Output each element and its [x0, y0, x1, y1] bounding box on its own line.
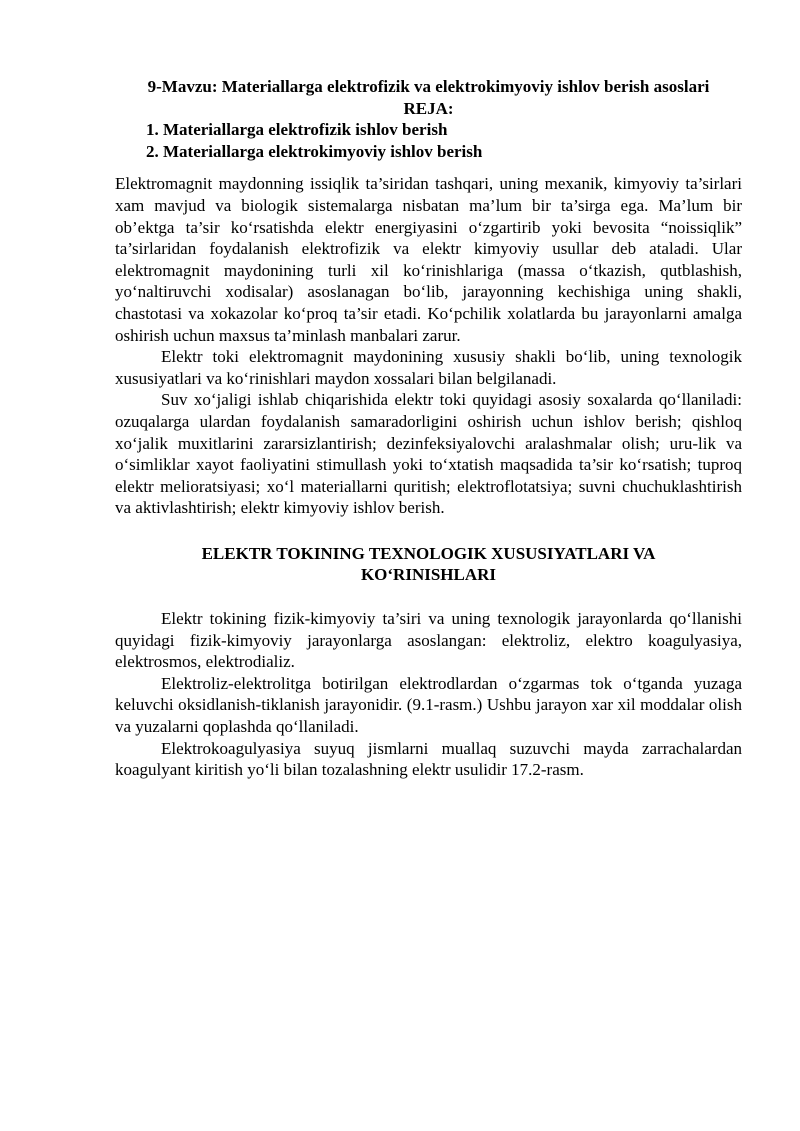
intro-paragraph: Suv xo‘jaligi ishlab chiqarishida elektr toki quyidagi asosiy soxalarda qo‘llaniladi: ozuqalarga ulardan foydalanish samaradorligini oshirish uchun ishlov berish; qishloq xo‘jalik muxitlarini zararsizlantirish; dezinfeksiyalovchi aralashmalar olish; uru-lik va o‘simliklar xayot faoliyatini stimullash yoki to‘xtatish maqsadida ta’sir ko‘rsatish; tuproq elektr melioratsiyasi; xo‘l materiallarni quritish; elektroflotatsiya; suvni chuchuklashtirish va aktivlashtirish; elektr kimyoviy ishlov berish.	[115, 390, 742, 518]
document-page	[115, 76, 742, 781]
intro-paragraph: Elektromagnit maydonning issiqlik ta’siridan tashqari, uning mexanik, kimyoviy ta’sirlari xam mavjud va biologik sistemalarga nisbatan ma’lum bir ta’sirga ega. Ma’lum bir ob’ektga ta’sir ko‘rsatishda elektr energiyasini o‘zgartirib yoki bevosita “noissiqlik” ta’sirlaridan foydalanish elektrofizik va elektr kimyoviy usullar deb ataladi. Ular elektromagnit maydonining turli xil ko‘rinishlariga (massa o‘tkazish, qutblashish, yo‘naltiruvchi xodisalar) asoslanagan bo‘lib, jarayonning kechishiga uning shakli, chastotasi va xokazolar ko‘proq ta’sir etadi. Ko‘pchilik xolatlarda bu jarayonlarni amalga oshirish uchun maxsus ta’minlash manbalari zarur.	[115, 174, 742, 345]
document-title: 9-Mavzu: Materiallarga elektrofizik va elektrokimyoviy ishlov berish asoslari	[147, 77, 710, 96]
section-heading	[115, 543, 742, 586]
section-heading-line: KO‘RINISHLARI	[360, 565, 497, 585]
section-paragraph: Elektroliz-elektrolitga botirilgan elektrodlardan o‘zgarmas tok o‘tganda yuzaga keluvchi oksidlanish-tiklanish jarayonidir. (9.1-rasm.) Ushbu jarayon xar xil moddalar olish va yuzalarni qoplashda qo‘llaniladi.	[115, 673, 742, 737]
section-paragraph: Elektrokoagulyasiya suyuq jismlarni muallaq suzuvchi mayda zarrachalardan koagulyant kiritish yo‘li bilan tozalashning elektr usulidir 17.2-rasm.	[115, 738, 742, 780]
plan-heading: REJA:	[403, 98, 454, 118]
plan-list	[115, 119, 742, 162]
intro-paragraph: Elektr toki elektromagnit maydonining xususiy shakli bo‘lib, uning texnologik xususiyatlari va ko‘rinishlari maydon xossalari bilan belgilanadi.	[115, 347, 742, 388]
section-heading-line: ELEKTR TOKINING TEXNOLOGIK XUSUSIYATLARI VA	[201, 543, 656, 563]
plan-item: 2. Materiallarga elektrokimyoviy ishlov berish	[163, 141, 742, 163]
plan-item: 1. Materiallarga elektrofizik ishlov berish	[163, 119, 742, 141]
section-paragraph: Elektr tokining fizik-kimyoviy ta’siri va uning texnologik jarayonlarda qo‘llanishi quyidagi fizik-kimyoviy jarayonlarga asoslangan: elektroliz, elektro koagulyasiya, elektrosmos, elektrodializ.	[115, 609, 742, 672]
